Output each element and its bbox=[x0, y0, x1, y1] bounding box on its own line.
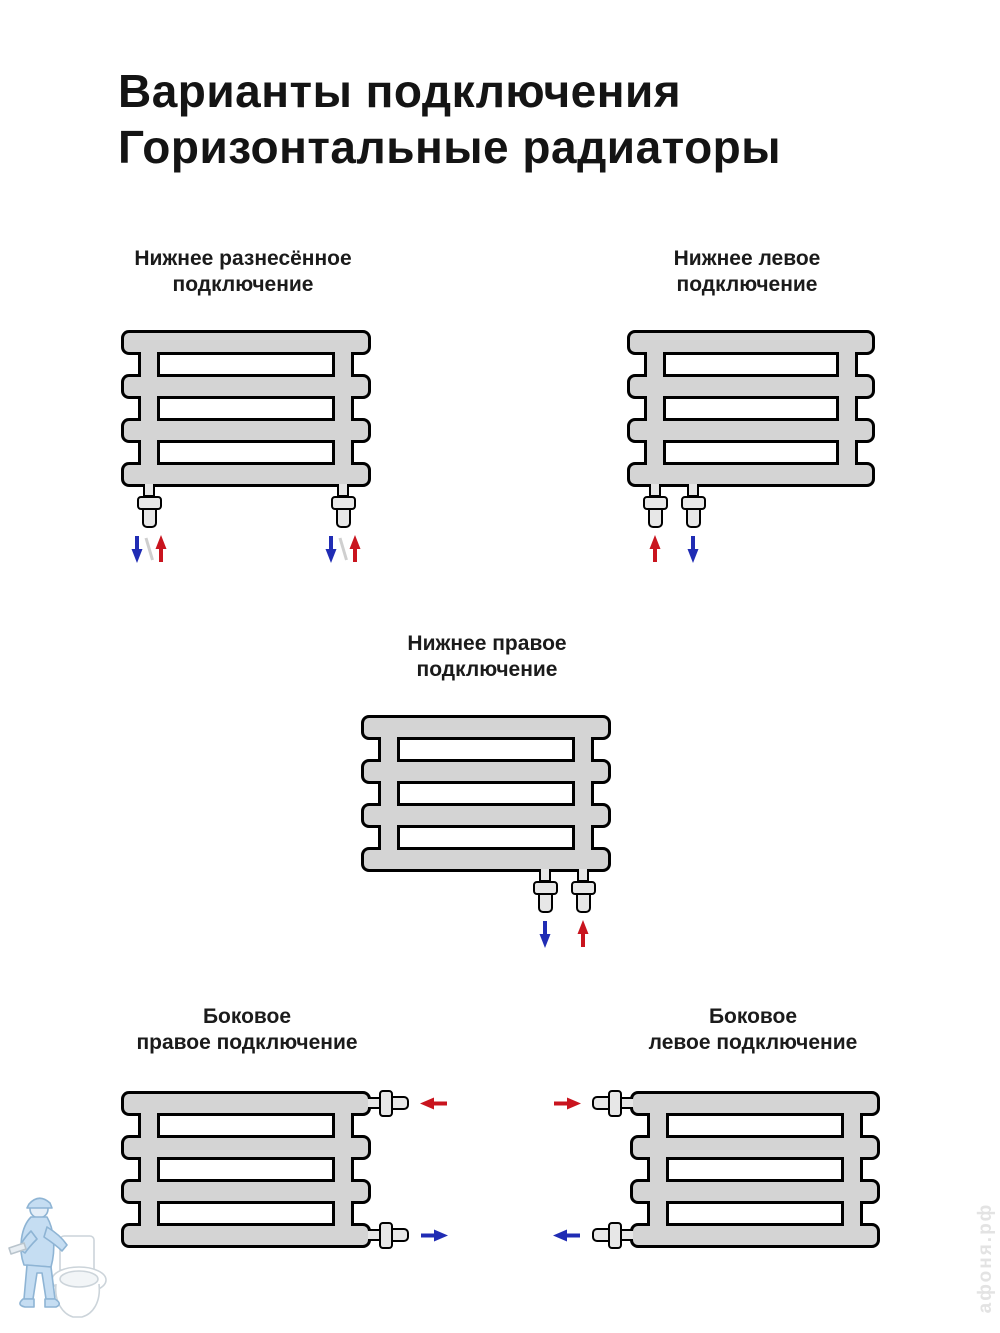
plumber-toilet-watermark-icon bbox=[4, 1186, 122, 1330]
watermark-text: афоня.рф bbox=[975, 1202, 996, 1314]
radiator-pipe-segment bbox=[647, 1157, 669, 1182]
diagram-label-line: правое подключение bbox=[136, 1031, 358, 1054]
radiator-pipe-segment bbox=[841, 1113, 863, 1138]
diagram-label-line: подключение bbox=[172, 273, 314, 296]
diagram-label-line: подключение bbox=[416, 658, 558, 681]
diagram-label-line: левое подключение bbox=[648, 1031, 858, 1054]
diagram-label-line: Боковое bbox=[202, 1005, 292, 1028]
flow-arrow-right-icon bbox=[552, 1097, 582, 1110]
diagram-label-line: Боковое bbox=[708, 1005, 798, 1028]
radiator-bar bbox=[630, 1223, 880, 1248]
radiator-pipe-segment bbox=[647, 1201, 669, 1226]
valve-nut bbox=[608, 1090, 622, 1117]
diagram-label-line: подключение bbox=[676, 273, 818, 296]
diagram-label bbox=[583, 1004, 923, 1056]
diagram-label-line: Нижнее правое bbox=[407, 632, 567, 655]
radiator-pipe-segment bbox=[647, 1113, 669, 1138]
page-title-line1: Варианты подключения bbox=[118, 65, 682, 117]
diagram-label-line: Нижнее разнесённое bbox=[134, 247, 352, 270]
valve-nut bbox=[608, 1222, 622, 1249]
flow-arrow-left-icon bbox=[552, 1229, 582, 1242]
page-title-line2: Горизонтальные радиаторы bbox=[118, 121, 782, 173]
radiator-pipe-segment bbox=[841, 1201, 863, 1226]
radiator-pipe-segment bbox=[841, 1157, 863, 1182]
diagram-label-line: Нижнее левое bbox=[673, 247, 821, 270]
